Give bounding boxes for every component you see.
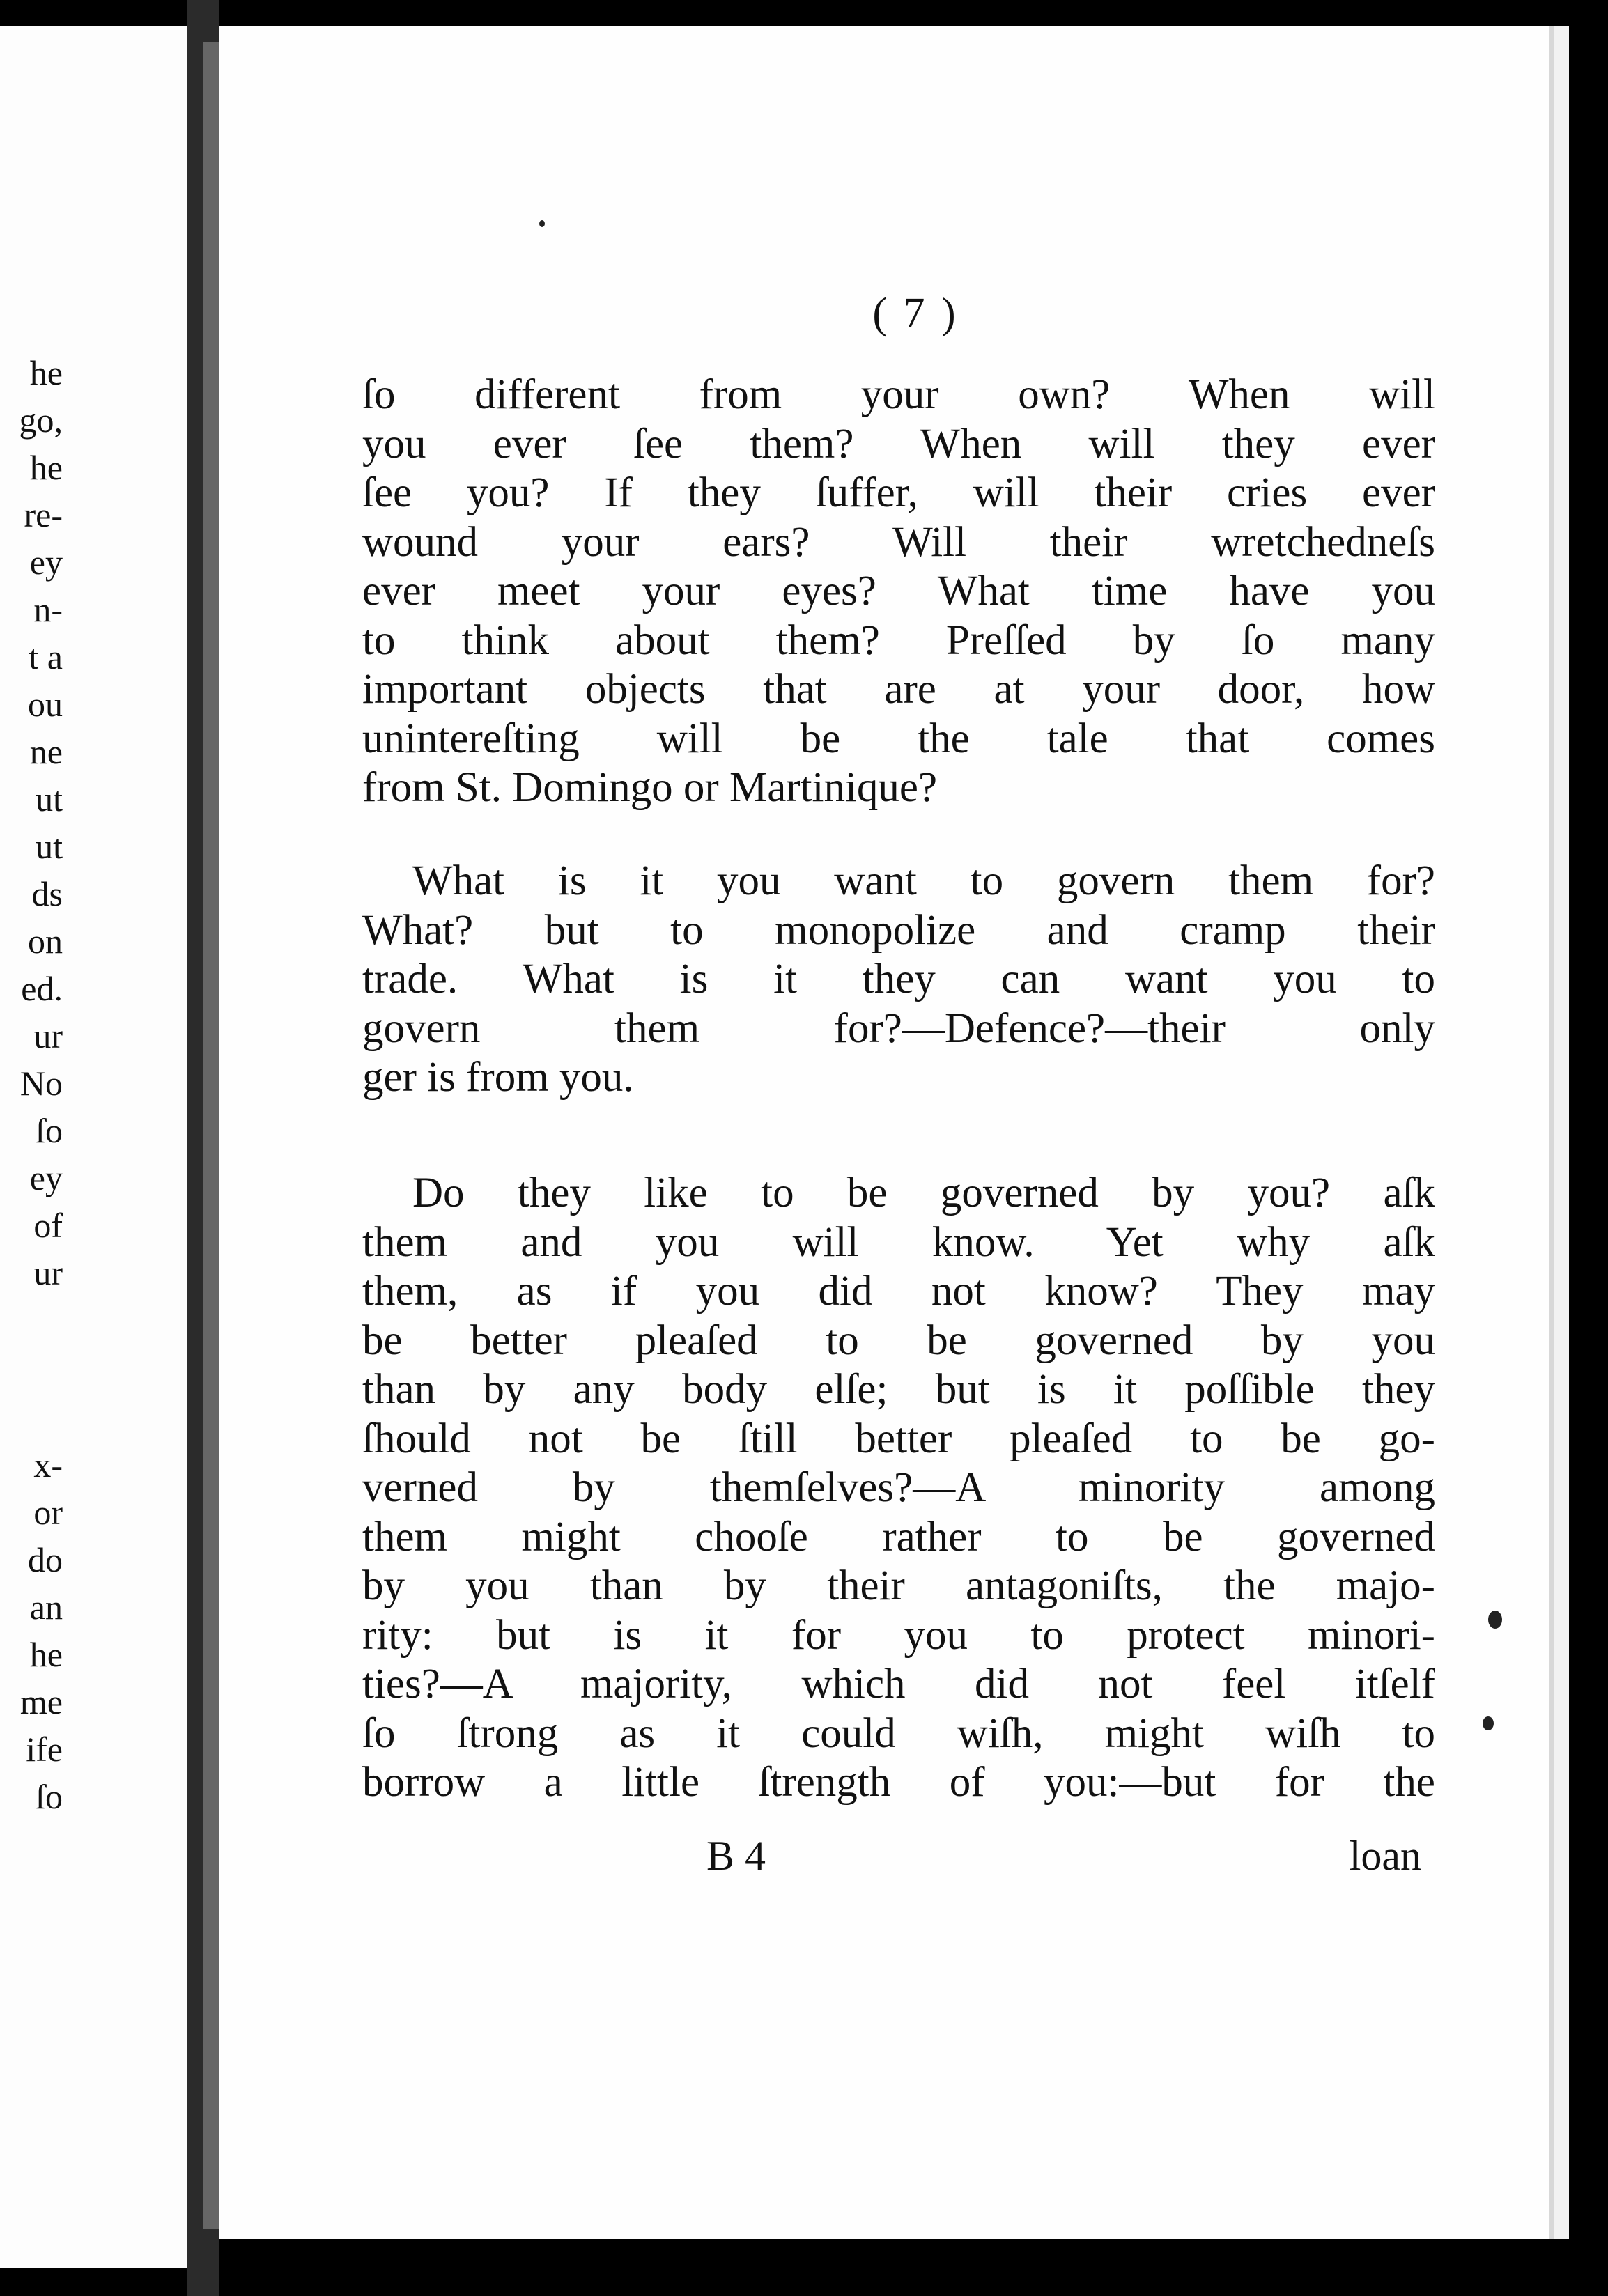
previous-page-line: ou [28,685,63,724]
text-line: them and you will know. Yet why aſk [362,1218,1435,1266]
previous-page-line: ſo [36,1777,63,1816]
previous-page-line: re- [24,495,63,534]
page-7 [219,26,1554,2239]
paragraph-2 [362,857,1435,1103]
previous-page-line: t a [29,637,63,676]
previous-page-fragment [0,26,187,2268]
text-line: important objects that are at your door, how [362,666,1435,713]
text-line: be better pleaſed to be governed by you [362,1317,1435,1364]
text-line: ever meet your eyes? What time have you [362,568,1435,614]
gutter-shadow [203,42,219,2229]
previous-page-line: x- [33,1445,63,1484]
previous-page-line: or [33,1493,63,1532]
text-line: them might chooſe rather to be governed [362,1513,1435,1560]
text-line: wound your ears? Will their wretchedneſs [362,518,1435,566]
ink-speck [539,220,545,227]
previous-page-line: ne [29,732,63,771]
ink-speck [1483,1716,1494,1730]
text-line: Do they like to be governed by you? aſk [412,1170,1435,1216]
previous-page-line: he [29,448,63,487]
text-line: What? but to monopolize and cramp their [362,906,1435,954]
text-line: than by any body elſe; but is it poſſible they [362,1366,1435,1413]
paragraph-3 [362,1169,1435,1808]
previous-page-line: ur [33,1253,63,1292]
previous-page-line: ds [31,874,63,913]
previous-page-line: ut [36,779,63,819]
signature-mark: B 4 [706,1833,766,1879]
previous-page-line: on [28,922,63,961]
previous-page-line: he [29,353,63,392]
text-line: What is it you want to govern them for? [412,858,1435,904]
ink-speck [1488,1611,1502,1629]
previous-page-line: ed. [21,969,63,1008]
previous-page-line: an [29,1588,63,1627]
text-line: to think about them? Preſſed by ſo many [362,616,1435,664]
previous-page-line: No [20,1064,63,1103]
text-line: ties?—A majority, which did not feel itſelf [362,1661,1435,1707]
text-line: trade. What is it they can want you to [362,956,1435,1002]
text-line: unintereſting will be the tale that comes [362,715,1435,762]
text-line: them, as if you did not know? They may [362,1268,1435,1314]
text-line: ſo different from your own? When will [362,371,1435,418]
previous-page-line: ey [29,1158,63,1197]
previous-page-line: go, [19,401,63,440]
text-line: borrow a little ſtrength of you:—but for the [362,1759,1435,1806]
text-line: you ever ſee them? When will they ever [362,420,1435,467]
previous-page-line: ſo [36,1111,63,1150]
previous-page-line: ur [33,1016,63,1055]
page-number: ( 7 ) [872,290,959,337]
text-line: ſee you? If they ſuffer, will their cries ever [362,470,1435,516]
previous-page-line: n- [33,590,63,629]
previous-page-line: ife [26,1730,63,1769]
text-line: govern them for?—Defence?—their only [362,1004,1435,1052]
paragraph-1 [362,371,1435,813]
previous-page-line: me [20,1682,63,1721]
text-line: ger is from you. [362,1054,634,1101]
catchword: loan [1349,1833,1421,1879]
previous-page-line: of [33,1206,63,1245]
previous-page-line: ut [36,827,63,866]
previous-page-line: he [29,1635,63,1674]
text-line: ſhould not be ſtill better pleaſed to be go- [362,1415,1435,1462]
previous-page-line: ey [29,543,63,582]
text-line: from St. Domingo or Martinique? [362,764,938,811]
text-line: rity: but is it for you to protect minori- [362,1611,1435,1659]
previous-page-line: do [28,1540,63,1579]
text-line: verned by themſelves?—A minority among [362,1464,1435,1511]
text-line: ſo ſtrong as it could wiſh, might wiſh to [362,1709,1435,1757]
text-line: by you than by their antagoniſts, the majo- [362,1562,1435,1609]
